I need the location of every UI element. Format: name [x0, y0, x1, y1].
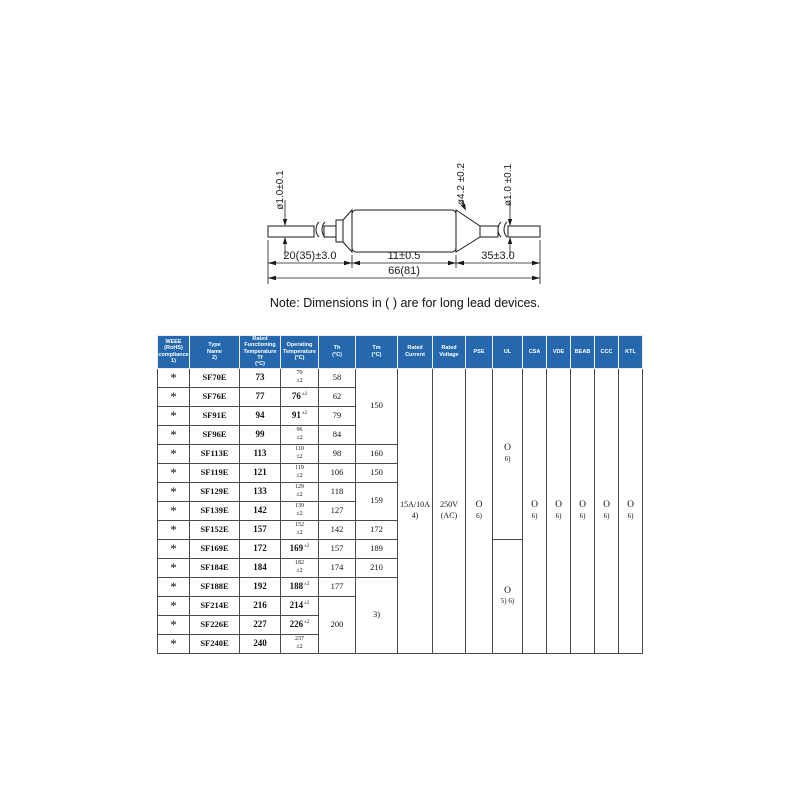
cell-type-name: SF240E	[190, 634, 240, 653]
cell-voltage	[433, 368, 466, 653]
fuse-outline	[268, 210, 540, 252]
header-pse	[466, 336, 493, 369]
cell-tf: 133	[240, 482, 281, 501]
cell-tm: 150	[356, 463, 398, 482]
cell-th: 174	[319, 558, 356, 577]
header-csa	[523, 336, 547, 369]
cell-tf: 142	[240, 501, 281, 520]
header-line: (°C)	[255, 361, 265, 368]
op-value: 188	[289, 581, 304, 592]
cell-tf: 192	[240, 577, 281, 596]
dim-total-length: 66(81)	[388, 265, 420, 277]
cell-th: 62	[319, 387, 356, 406]
cell-operating-temp	[281, 444, 319, 463]
cell-type-name: SF91E	[190, 406, 240, 425]
cell-operating-temp	[281, 501, 319, 520]
pse-line: O	[475, 500, 483, 511]
cell-type-name: SF129E	[190, 482, 240, 501]
header-line: Rated	[407, 345, 423, 352]
cell-tm: 150	[356, 368, 398, 444]
header-line: Tm	[372, 345, 381, 352]
vde-line: 6)	[555, 511, 562, 520]
cell-weee-mark: *	[158, 596, 190, 615]
beab-line: 6)	[579, 511, 586, 520]
cell-type-name: SF188E	[190, 577, 240, 596]
header-th	[319, 336, 356, 369]
header-vde	[547, 336, 571, 369]
header-line: (°C)	[371, 351, 382, 358]
pse-line: 6)	[476, 511, 482, 520]
op-tolerance: ±2	[304, 620, 310, 626]
cell-th: 177	[319, 577, 356, 596]
crimp-neck	[336, 220, 343, 242]
op-tolerance: ±2	[296, 377, 303, 384]
cell-tf: 227	[240, 615, 281, 634]
long-lead-note: Note: Dimensions in ( ) are for long lead devices.	[269, 296, 541, 310]
right-lead	[508, 226, 540, 237]
cell-weee-mark: *	[158, 444, 190, 463]
header-weee	[158, 336, 190, 369]
header-line: Name	[207, 348, 222, 355]
cell-tm: 159	[356, 482, 398, 520]
cell-tf: 94	[240, 406, 281, 425]
header-tm	[356, 336, 398, 369]
op-value: 119	[295, 465, 304, 472]
ccc-line: O	[603, 500, 610, 511]
cell-type-name: SF169E	[190, 539, 240, 558]
dim-body-length: 11±0.5	[387, 250, 421, 262]
cell-weee-mark: *	[158, 520, 190, 539]
break-mark	[316, 222, 319, 237]
cell-weee-mark: *	[158, 463, 190, 482]
op-tolerance: ±2	[296, 453, 303, 460]
csa-line: 6)	[531, 511, 538, 520]
op-tolerance: ±2	[296, 567, 303, 574]
cell-weee-mark: *	[158, 368, 190, 387]
cell-operating-temp	[281, 368, 319, 387]
op-tolerance: ±2	[296, 529, 303, 536]
table-row	[158, 368, 643, 387]
voltage-line: 250V	[440, 500, 458, 510]
header-line: WEEE	[165, 339, 182, 346]
header-beab	[571, 336, 595, 369]
op-tolerance: ±2	[304, 601, 310, 607]
header-ul	[493, 336, 523, 369]
header-line: 2)	[212, 354, 217, 361]
cell-tf: 240	[240, 634, 281, 653]
header-line: PSE	[473, 348, 485, 355]
spec-table-head	[158, 336, 643, 369]
cell-operating-temp	[281, 596, 319, 615]
taper	[456, 210, 480, 252]
ccc-line: 6)	[603, 511, 610, 520]
spec-table	[157, 335, 643, 654]
cell-tf: 73	[240, 368, 281, 387]
vde-line: O	[555, 500, 562, 511]
op-value: 76	[291, 391, 301, 402]
cell-weee-mark: *	[158, 387, 190, 406]
cell-current	[398, 368, 433, 653]
op-value: 214	[289, 600, 304, 611]
header-line: Th	[333, 345, 341, 352]
header-line: (RoHS)	[164, 345, 183, 352]
cell-operating-temp	[281, 577, 319, 596]
right-lead-stub	[480, 226, 498, 237]
ul-line: O	[504, 443, 511, 454]
cell-type-name: SF70E	[190, 368, 240, 387]
header-line: Functioning	[244, 342, 276, 349]
cell-operating-temp	[281, 539, 319, 558]
op-tolerance: ±2	[304, 544, 310, 550]
cell-operating-temp	[281, 634, 319, 653]
cell-ktl	[619, 368, 643, 653]
header-line: Tf	[257, 354, 263, 361]
op-tolerance: ±2	[301, 392, 308, 398]
ul-line: 6)	[504, 454, 511, 463]
cell-operating-temp	[281, 615, 319, 634]
cell-th: 200	[319, 596, 356, 653]
cell-th: 106	[319, 463, 356, 482]
op-value: 169	[289, 543, 304, 554]
header-line: (°C)	[332, 351, 342, 358]
header-line: CSA	[528, 348, 541, 355]
op-tolerance: ±2	[296, 510, 303, 517]
header-line: Voltage	[439, 351, 459, 358]
cell-type-name: SF119E	[190, 463, 240, 482]
header-line: Rated	[252, 336, 268, 342]
cell-tf: 77	[240, 387, 281, 406]
op-value: 129	[295, 484, 304, 491]
cell-operating-temp	[281, 482, 319, 501]
ul-line: O	[504, 585, 511, 596]
cell-type-name: SF76E	[190, 387, 240, 406]
op-value: 96	[296, 427, 303, 434]
header-type	[190, 336, 240, 369]
ktl-line: 6)	[627, 511, 634, 520]
op-value: 139	[295, 503, 304, 510]
cell-weee-mark: *	[158, 539, 190, 558]
header-line: UL	[503, 348, 512, 355]
cell-ul	[493, 368, 523, 539]
cell-csa	[523, 368, 547, 653]
cell-tm: 3)	[356, 577, 398, 653]
current-line: 4)	[411, 510, 419, 520]
cell-weee-mark: *	[158, 482, 190, 501]
cell-weee-mark: *	[158, 558, 190, 577]
dim-body-diameter: ø4.2 ±0.2	[456, 162, 467, 206]
left-lead	[268, 226, 314, 237]
cell-tf: 121	[240, 463, 281, 482]
cell-weee-mark: *	[158, 615, 190, 634]
cell-th: 58	[319, 368, 356, 387]
cell-th: 79	[319, 406, 356, 425]
cell-operating-temp	[281, 520, 319, 539]
cell-th: 118	[319, 482, 356, 501]
header-line: CCC	[600, 348, 613, 355]
cell-operating-temp	[281, 406, 319, 425]
cell-type-name: SF139E	[190, 501, 240, 520]
cell-weee-mark: *	[158, 501, 190, 520]
header-line: Type	[208, 342, 221, 349]
cell-tf: 184	[240, 558, 281, 577]
cell-tm: 189	[356, 539, 398, 558]
cell-tm: 210	[356, 558, 398, 577]
cell-tf: 157	[240, 520, 281, 539]
op-tolerance: ±2	[296, 491, 303, 498]
header-ccc	[595, 336, 619, 369]
cell-ccc	[595, 368, 619, 653]
cell-beab	[571, 368, 595, 653]
cell-type-name: SF113E	[190, 444, 240, 463]
header-line: VDE	[552, 348, 565, 355]
header-line: Temperature	[283, 348, 316, 355]
op-tolerance: ±2	[296, 434, 303, 441]
cell-pse	[466, 368, 493, 653]
op-value: 182	[295, 560, 304, 567]
header-line: Rated	[441, 345, 457, 352]
header-line: KTL	[625, 348, 636, 355]
cell-th: 157	[319, 539, 356, 558]
beab-line: O	[579, 500, 586, 511]
cell-operating-temp	[281, 425, 319, 444]
voltage-line: (AC)	[440, 510, 458, 520]
header-voltage	[433, 336, 466, 369]
fuse-body	[352, 210, 456, 252]
cell-type-name: SF226E	[190, 615, 240, 634]
spec-table-body	[158, 368, 643, 653]
cell-th: 142	[319, 520, 356, 539]
cell-tf: 172	[240, 539, 281, 558]
spec-table-header-row	[158, 336, 643, 369]
op-tolerance: ±2	[296, 472, 303, 479]
header-line: (°C)	[294, 354, 305, 361]
left-lead-stub	[324, 226, 336, 237]
op-value: 70	[296, 370, 303, 377]
op-value: 152	[295, 522, 304, 529]
csa-line: O	[531, 500, 538, 511]
cell-th: 98	[319, 444, 356, 463]
dim-left-lead-length: 20(35)±3.0	[283, 250, 337, 262]
ktl-line: O	[627, 500, 634, 511]
crimp-collar	[343, 210, 352, 252]
header-optemp	[281, 336, 319, 369]
dim-right-lead-length: 35±3.0	[481, 250, 515, 262]
cell-vde	[547, 368, 571, 653]
cell-operating-temp	[281, 463, 319, 482]
cell-tm: 160	[356, 444, 398, 463]
cell-operating-temp	[281, 387, 319, 406]
cell-ul	[493, 539, 523, 653]
header-tf	[240, 336, 281, 369]
op-value: 226	[289, 619, 304, 630]
header-line: Temperature	[243, 348, 277, 355]
cell-tf: 113	[240, 444, 281, 463]
cell-th: 127	[319, 501, 356, 520]
cell-tf: 99	[240, 425, 281, 444]
header-line: Current	[405, 351, 425, 358]
dim-right-lead-diameter: ø1.0 ±0.1	[503, 163, 514, 207]
op-tolerance: ±2	[301, 411, 308, 417]
header-line: compliance	[158, 351, 189, 358]
op-value: 110	[295, 446, 304, 453]
header-current	[398, 336, 433, 369]
header-line: 1)	[171, 358, 176, 365]
header-line: BEAB	[574, 348, 591, 355]
header-ktl	[619, 336, 643, 369]
op-value: 237	[295, 636, 304, 643]
dim-left-lead-diameter: ø1.0±0.1	[275, 170, 286, 210]
cell-th: 84	[319, 425, 356, 444]
header-line: Operating	[286, 342, 313, 349]
cell-weee-mark: *	[158, 577, 190, 596]
cell-type-name: SF214E	[190, 596, 240, 615]
op-tolerance: ±2	[304, 582, 310, 588]
cell-weee-mark: *	[158, 406, 190, 425]
cell-type-name: SF96E	[190, 425, 240, 444]
cell-weee-mark: *	[158, 634, 190, 653]
cell-type-name: SF184E	[190, 558, 240, 577]
op-tolerance: ±2	[296, 643, 303, 650]
ul-line: 5) 6)	[500, 597, 515, 606]
op-value: 91	[291, 410, 301, 421]
break-mark	[504, 222, 507, 237]
cell-weee-mark: *	[158, 425, 190, 444]
cell-type-name: SF152E	[190, 520, 240, 539]
cell-tm: 172	[356, 520, 398, 539]
cell-operating-temp	[281, 558, 319, 577]
cell-tf: 216	[240, 596, 281, 615]
current-line: 15A/10A	[400, 500, 430, 510]
